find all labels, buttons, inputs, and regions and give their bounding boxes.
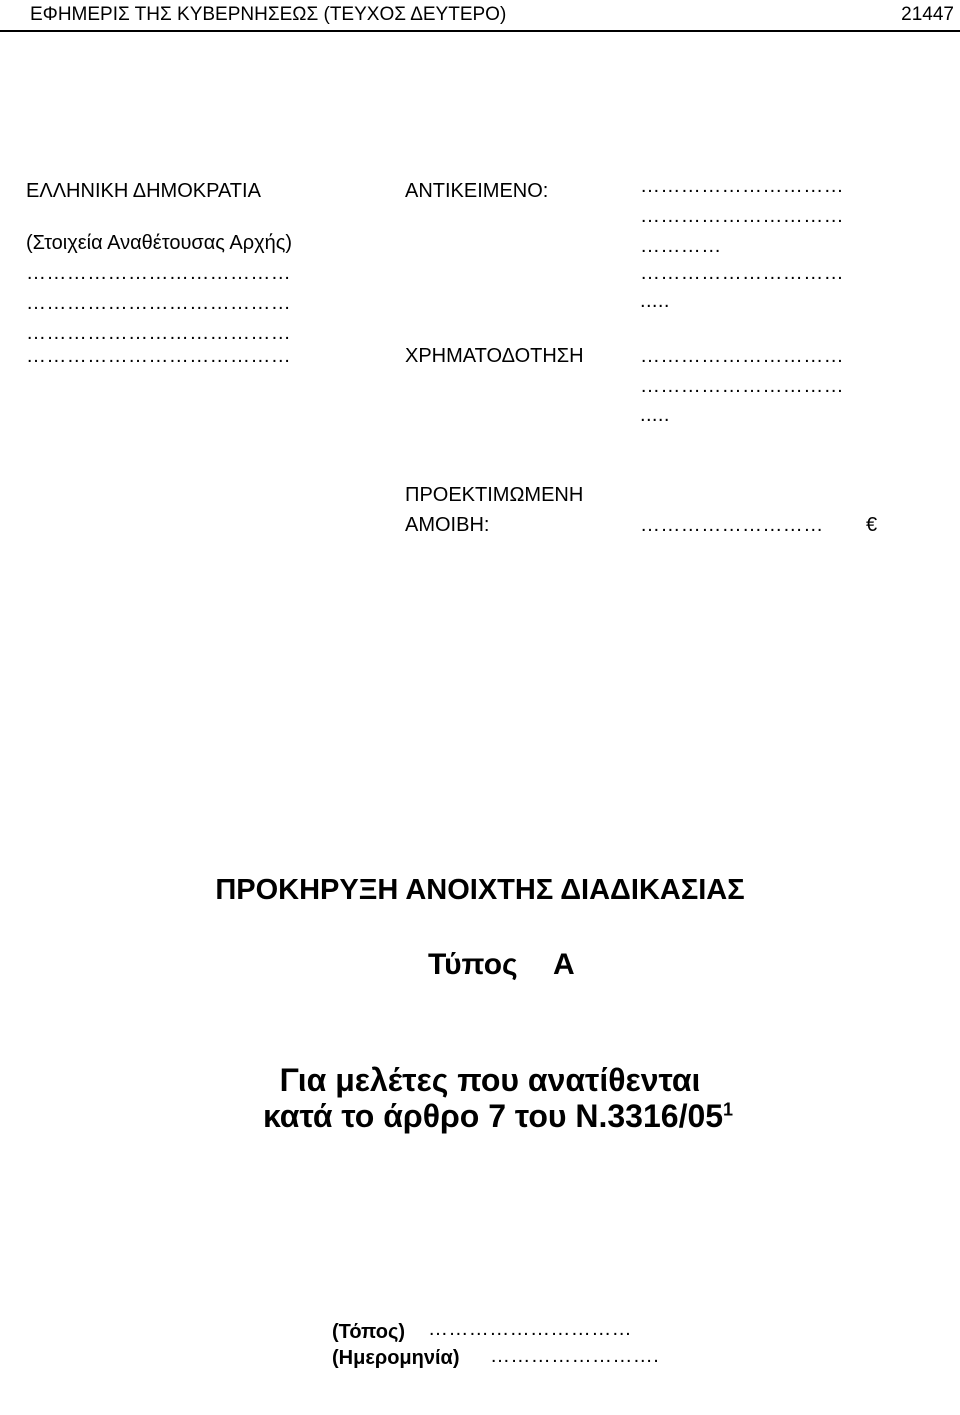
funding-line-2: …………………………	[640, 375, 844, 397]
place-dots: …………………………	[428, 1318, 632, 1340]
subject-line-3: …………	[640, 235, 722, 257]
notice-desc-line-2-wrap	[263, 1098, 733, 1135]
footnote-mark: 1	[723, 1099, 734, 1120]
notice-type-value: Α	[553, 948, 575, 981]
notice-desc-line-1: Για μελέτες που ανατίθενται	[279, 1062, 701, 1098]
subject-line-2: …………………………	[640, 205, 844, 227]
funding-line-1: …………………………	[640, 345, 844, 367]
fee-label-line-2: ΑΜΟΙΒΗ:	[405, 514, 490, 536]
fee-dots: ………………………	[640, 514, 824, 536]
authority-name: ΕΛΛΗΝΙΚΗ ΔΗΜΟΚΡΑΤΙΑ	[26, 180, 261, 202]
place-label: (Τόπος)	[332, 1321, 406, 1343]
header-divider	[0, 30, 960, 32]
page-number: 21447	[901, 4, 954, 25]
fee-label-line-1: ΠΡΟΕΚΤΙΜΩΜΕΝΗ	[405, 484, 584, 506]
funding-label: ΧΡΗΜΑΤΟΔΟΤΗΣΗ	[405, 345, 584, 367]
euro-sign: €	[866, 514, 878, 536]
subject-line-5: .....	[640, 290, 670, 312]
funding-line-3: .....	[640, 404, 670, 426]
authority-line-4: …………………………………	[26, 345, 292, 367]
subject-label: ΑΝΤΙΚΕΙΜΕΝΟ:	[405, 180, 549, 202]
date-dots: …………………….	[490, 1345, 660, 1367]
notice-desc-line-2: κατά το άρθρο 7 του Ν.3316/05	[263, 1098, 724, 1134]
authority-line-3: …………………………………	[26, 322, 292, 344]
subject-line-1: …………………………	[640, 175, 844, 197]
notice-title: ΠΡΟΚΗΡΥΞΗ ΑΝΟΙΧΤΗΣ ΔΙΑΔΙΚΑΣΙΑΣ	[215, 874, 745, 906]
gazette-title: ΕΦΗΜΕΡΙΣ ΤΗΣ ΚΥΒΕΡΝΗΣΕΩΣ (ΤΕΥΧΟΣ ΔΕΥΤΕΡΟ)	[30, 4, 507, 25]
authority-subtitle: (Στοιχεία Αναθέτουσας Αρχής)	[26, 232, 293, 254]
date-label: (Ημερομηνία)	[332, 1347, 460, 1369]
subject-line-4: …………………………	[640, 262, 844, 284]
notice-type-label: Τύπος	[428, 948, 518, 981]
authority-line-1: …………………………………	[26, 262, 292, 284]
authority-line-2: …………………………………	[26, 292, 292, 314]
